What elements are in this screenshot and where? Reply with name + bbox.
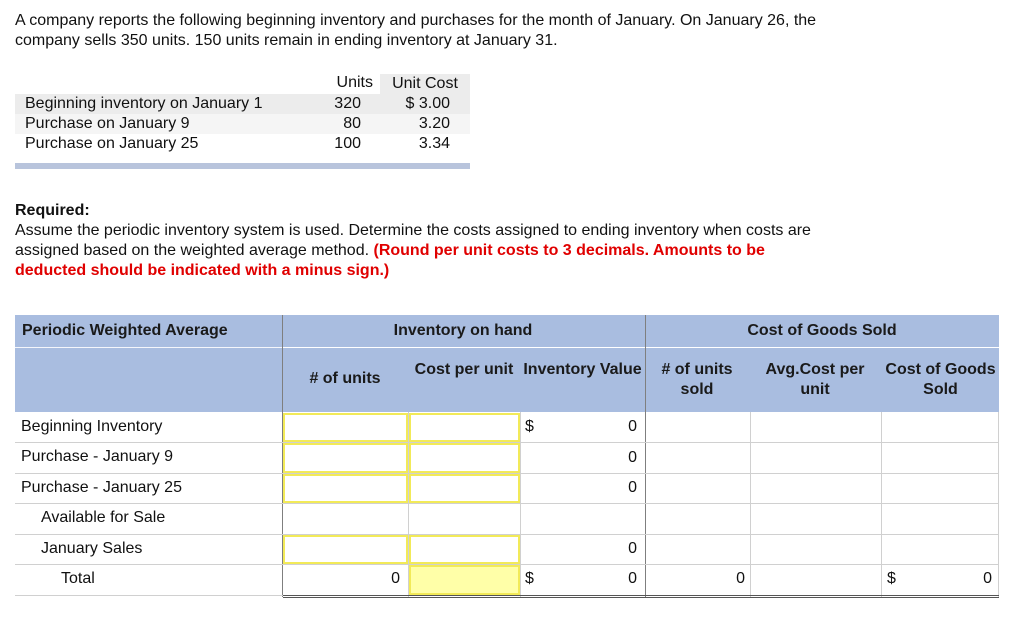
row-units: 100 (334, 135, 361, 152)
required-emphasis: (Round per unit costs to 3 decimals. Amounts to be deducted should be indicated with a minus sign.) (15, 242, 765, 279)
problem-intro: A company reports the following beginning inventory and purchases for the month of January. On January 26, the company sells 350 units. 150 units remain in ending inventory at January 31. (15, 12, 817, 49)
total-cogs-value: 0 (983, 570, 992, 587)
weighted-average-worksheet (15, 315, 999, 597)
row-available-label: Available for Sale (41, 509, 166, 526)
row-total-label: Total (61, 570, 95, 587)
inventory-row-jan9 (15, 114, 470, 134)
col-cogs-header: Cost of Goods Sold (885, 361, 996, 398)
jan9-cost-input[interactable] (409, 443, 520, 473)
inventory-row-beginning (15, 94, 470, 114)
separator (645, 315, 646, 597)
row-cost: $ 3.00 (405, 95, 450, 112)
required-section (15, 201, 835, 281)
group-divider (282, 347, 999, 348)
row-label: Beginning inventory on January 1 (25, 95, 263, 112)
total-units-value: 0 (391, 570, 400, 587)
row-sales-label: January Sales (41, 540, 143, 557)
sales-units-input[interactable] (283, 535, 408, 564)
jan25-cost-input[interactable] (409, 474, 520, 503)
separator (998, 412, 999, 597)
beginning-cost-input[interactable] (409, 413, 520, 442)
separator (750, 412, 751, 597)
separator (881, 412, 882, 597)
unit-cost-header: Unit Cost (380, 74, 470, 94)
row-cost: 3.20 (418, 115, 450, 132)
jan25-inventory-value: 0 (628, 479, 637, 496)
table-footer-bar (15, 163, 470, 169)
row-jan9-label: Purchase - January 9 (21, 448, 174, 465)
units-header: Units (336, 74, 373, 91)
jan9-inventory-value: 0 (628, 449, 637, 466)
sales-inventory-value: 0 (628, 540, 637, 557)
separator (520, 412, 521, 597)
total-double-underline (283, 597, 999, 598)
row-label: Purchase on January 25 (25, 135, 199, 152)
row-label: Purchase on January 9 (25, 115, 190, 132)
cogs-dollar-sign: $ (887, 570, 896, 587)
worksheet-title: Periodic Weighted Average (22, 322, 228, 339)
col-units-header: # of units (309, 370, 381, 387)
col-inventory-value-header: Inventory Value (523, 361, 642, 378)
total-units-sold-value: 0 (736, 570, 745, 587)
inventory-table-header (15, 72, 470, 94)
total-inventory-value: 0 (628, 570, 637, 587)
group-cost-of-goods-sold: Cost of Goods Sold (747, 322, 897, 339)
jan9-units-input[interactable] (283, 443, 408, 473)
jan25-units-input[interactable] (283, 474, 408, 503)
row-units: 80 (343, 115, 361, 132)
inventory-row-jan25 (15, 134, 470, 154)
beginning-units-input[interactable] (283, 413, 408, 442)
required-title: Required: (15, 202, 90, 219)
row-units: 320 (334, 95, 361, 112)
col-units-sold-header: # of units sold (661, 361, 733, 398)
beginning-dollar-sign: $ (525, 418, 534, 435)
row-jan25-label: Purchase - January 25 (21, 479, 182, 496)
row-beginning-label: Beginning Inventory (21, 418, 163, 435)
beginning-inventory-value: 0 (628, 418, 637, 435)
row-cost: 3.34 (418, 135, 450, 152)
sales-cost-input[interactable] (409, 535, 520, 564)
total-dollar-sign: $ (525, 570, 534, 587)
col-cost-per-unit-header: Cost per unit (414, 361, 514, 378)
total-cost-per-unit-input[interactable] (409, 565, 520, 595)
total-underline (283, 595, 999, 596)
col-avg-cost-header: Avg.Cost per unit (765, 361, 865, 398)
required-text: Assume the periodic inventory system is used. Determine the costs assigned to ending inventory when costs are assigned based on the weighted average method. (15, 222, 811, 259)
group-inventory-on-hand: Inventory on hand (393, 322, 533, 339)
